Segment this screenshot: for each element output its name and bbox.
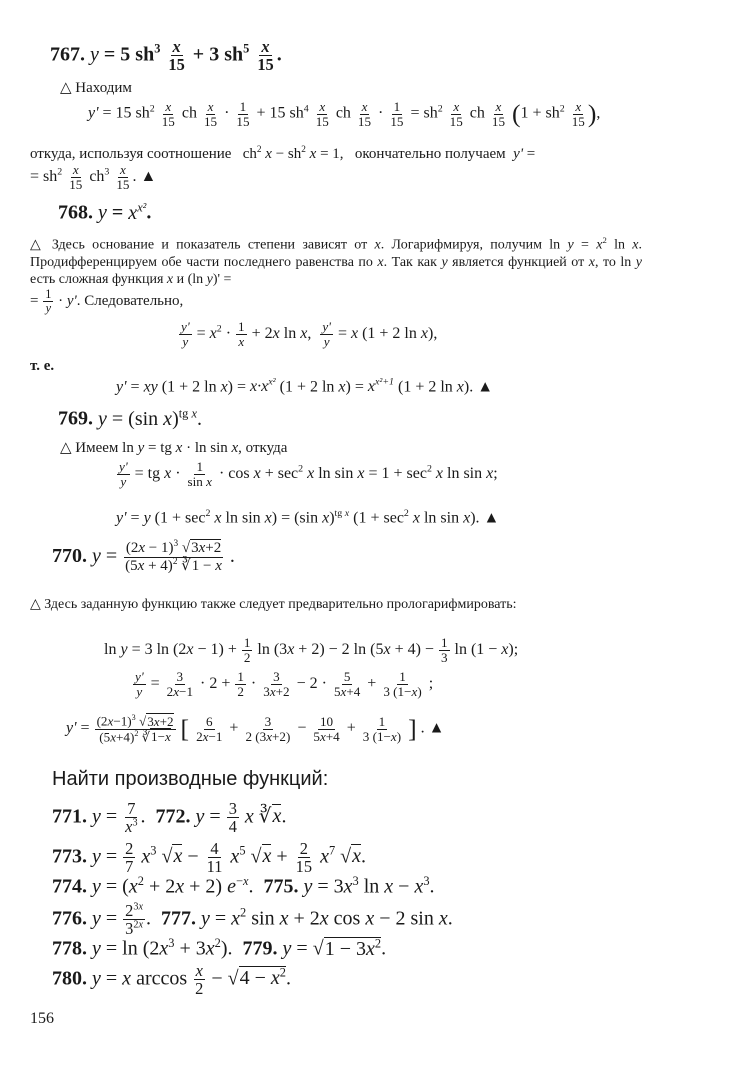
solution-770-eq2: $\frac{y'}{y}$ = $\frac{3}{2x-1}$ · 2 + $\frac{1}{2}$ · $\frac{3}{3x+2}$ − 2 · $\frac{5}{5x+4}$ + $\frac{1}{3 (1-x)}$ ; <box>135 669 434 699</box>
solution-769-eq1: $\frac{y'}{y}$ = tg x · $\frac{1}{\text{sin x}}$ · $\cos x + \sec^2 x$ $\ln \sin x = 1 + \sec^2 x$ ln sin x; <box>119 459 498 489</box>
exercise-778-779: 778. $y = \ln (2x^3 + 3x^2)$. 779. $y = √1 - 3x^2$. <box>52 936 387 960</box>
problem-768: 768. $y = x^{x^2}$. <box>58 200 152 224</box>
solution-770-eq3: y' = $\frac{(2x-1)^3 √3x+2}{(5x+4)^2 ∛1-x}$ [ $\frac{6}{2x-1}$ + $\frac{3}{2 (3x+2)}$ − $\frac{10}{5x+4}$ + $\frac{1}{3 (1-x)}$ ] . ▲ <box>66 713 445 744</box>
problem-767: 767. y = 5 $sh^3$ $\frac{x}{15}$ + 3 $sh^5$ $\frac{x}{15}$ . <box>50 37 282 75</box>
exercises-heading: Найти производные функций: <box>52 768 329 790</box>
solution-770-paragraph: △ Здесь заданную функцию также следует предварительно прологарифмировать: <box>30 597 517 612</box>
solution-768-final: y' = xy (1 + 2 $\ln x) = x\cdot x^{x^2}$ (1 + 2 $\ln x) = x^{x^2+1}$ (1 + 2 ln x). ▲ <box>116 377 494 396</box>
exercise-773: 773. y = $\frac{2}{7}$ $x^3$ √x − $\frac{4}{11}$ $x^5$ √x + $\frac{2}{15}$ $x^7$ √x. <box>52 839 367 877</box>
solution-768-paragraph-end: = $\frac{1}{y}$ · y'. Следовательно, <box>30 287 184 315</box>
exercise-776-777: 776. y = $\frac{2^{3x}}{3^{2x}}$ . 777. $y = x^2$ sin x + 2x cos x − 2 sin x. <box>52 901 453 939</box>
solution-767-final: = $sh^2$ $\frac{x}{15}$ $ch^3$ $\frac{x}{15}$ . ▲ <box>30 162 157 192</box>
exercise-771-772: 771. y = $\frac{7}{x^3}$ . 772. y = $\frac{3}{4}$ x ∛x. <box>52 799 287 837</box>
solution-767-derivative: y' = 15 $sh^2$ $\frac{x}{15}$ ch $\frac{x}{15}$ · $\frac{1}{15}$ + 15 $sh^4$ $\frac{x}{15}$ ch $\frac{x}{15}$ · $\frac{1}{15}$ = $sh^2$ $\frac{x}{15}$ ch $\frac{x}{15}$ ($1 + sh^2$ $\frac{x}{15}$ ), <box>88 98 601 129</box>
page-number: 156 <box>30 1010 54 1027</box>
solution-768-te: т. е. <box>30 358 55 374</box>
exercise-780: 780. y = x arccos $\frac{x}{2}$ − $√4 - x^2$. <box>52 961 291 999</box>
solution-769-eq2: y' = y ($1 + \sec^2 x$ ln sin x) = (sin x)$^{tg x}$ ($1 + \sec^2 x$ ln sin x). ▲ <box>116 508 500 527</box>
problem-770: 770. y = $\frac{(2x - 1)^3 √3x+2}{(5x + 4)^2 ∛1 - x}$ . <box>52 539 235 574</box>
solution-769-intro: △ Имеем ln y = tg x · ln sin x, откуда <box>60 440 288 456</box>
exercise-774-775: 774. $y = (x^2 + 2x + 2)$ $e^{-x}$. 775. $y = 3x^3$ $\ln x - x^3$. <box>52 874 435 898</box>
solution-768-paragraph: △ Здесь основание и показатель степени зависят от x. Логарифмируя, получим $\ln y = x^2$ ln x. Продифференцируем обе части последнего равенства по x. Так как y является функцией от x, то ln y есть сложная функция x и (ln y)' = <box>30 235 643 287</box>
solution-767-intro: △ Находим <box>60 80 132 96</box>
problem-769: 769. y = (sin x)$^{tg x}$. <box>58 406 202 430</box>
solution-767-text: откуда, используя соотношение $ch^2$ $x - sh^2$ x = 1, окончательно получаем y' = <box>30 145 536 162</box>
solution-768-equation: $\frac{y'}{y}$ = $x^2$ · $\frac{1}{x}$ + 2x ln x, $\frac{y'}{y}$ = x (1 + 2 ln x), <box>181 319 438 349</box>
solution-770-eq1: ln y = 3 ln (2x − 1) + $\frac{1}{2}$ ln (3x + 2) − 2 ln (5x + 4) − $\frac{1}{3}$ ln (1 − x); <box>104 635 519 665</box>
